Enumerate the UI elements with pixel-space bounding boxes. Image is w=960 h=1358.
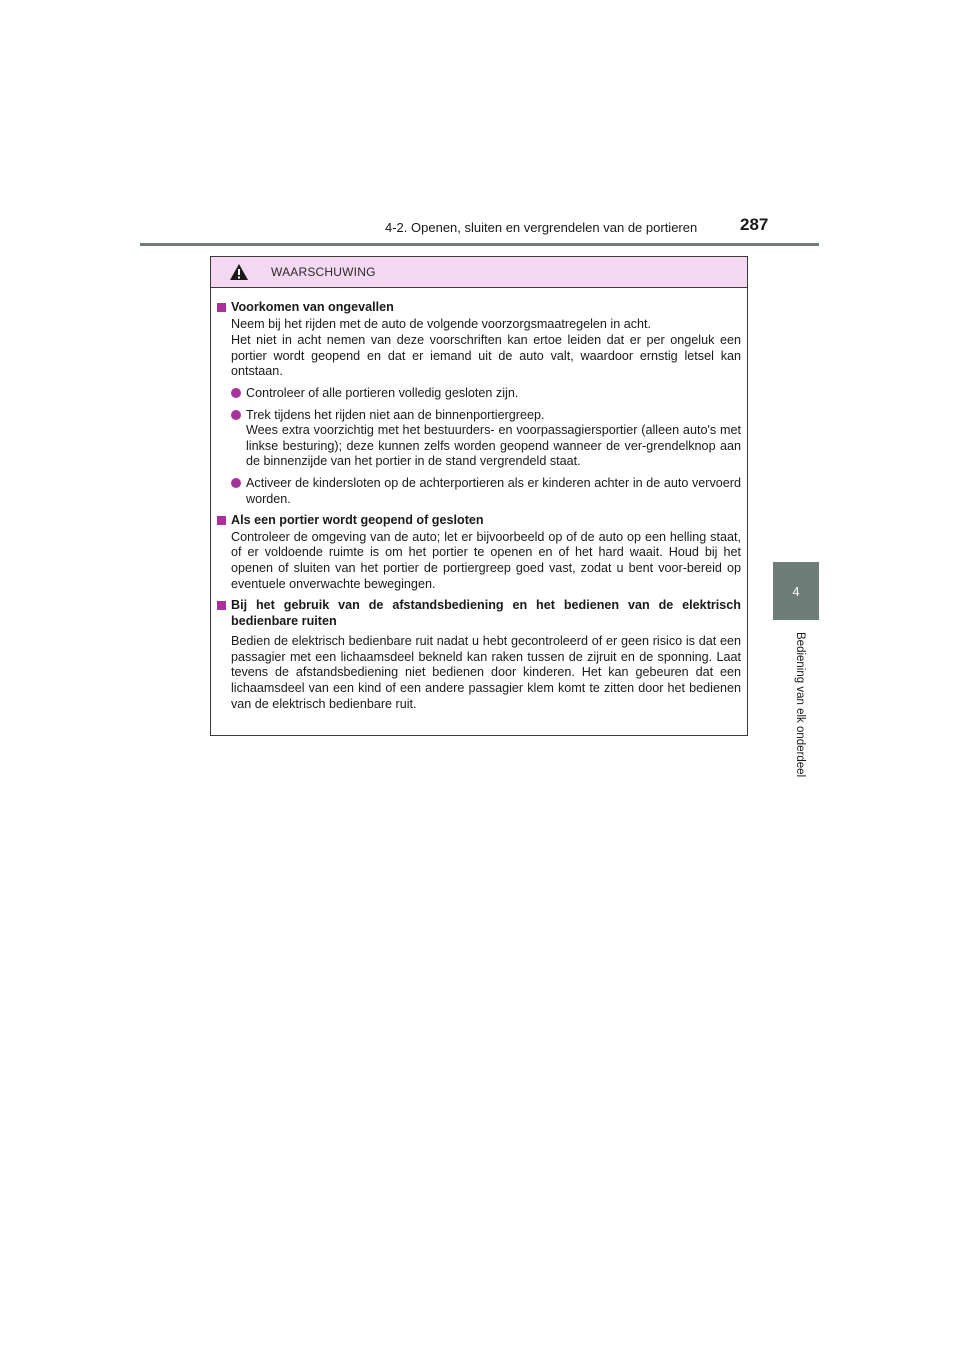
round-bullet-icon (231, 388, 241, 398)
paragraph: Controleer de omgeving van de auto; let er bijvoorbeeld op of de auto op een helling staat, of er voldoende ruimte is om het portier te openen en of het hard waait. Houd bij het openen of sluiten van het portier de portiergreep goed vast, zodat u bent voor-bereid op eventuele onverwachte bewegingen. (231, 529, 741, 591)
paragraph: Het niet in acht nemen van deze voorschriften kan ertoe leiden dat er per ongeluk een portier wordt geopend en dat er iemand uit de auto valt, waardoor ernstig letsel kan ontstaan. (231, 333, 741, 379)
bullet-text: Activeer de kindersloten op de achterportieren als er kinderen achter in de auto vervoerd worden. (246, 475, 741, 506)
bullet-text-continued: Wees extra voorzichtig met het bestuurders- en voorpassagiersportier (alleen auto's met linkse besturing); deze kunnen zelfs worden geopend wanneer de ver-grendelknop aan de binnenzijde van het portier in de stand vergrendeld staat. (246, 423, 741, 469)
bullet-text: Trek tijdens het rijden niet aan de binnenportiergreep. (246, 407, 545, 422)
bullet-text: Controleer of alle portieren volledig gesloten zijn. (246, 385, 519, 400)
paragraph: Neem bij het rijden met de auto de volgende voorzorgsmaatregelen in acht. (231, 316, 652, 331)
warning-triangle-icon (229, 263, 249, 281)
chapter-title: Bediening van elk onderdeel (794, 632, 806, 778)
bullet-item (231, 476, 741, 507)
bullet-item (231, 386, 741, 402)
warning-header (211, 257, 747, 288)
warning-title: WAARSCHUWING (271, 265, 376, 279)
paragraph: Bedien de elektrisch bedienbare ruit nadat u hebt gecontroleerd of er geen risico is dat een passagier met een lichaamsdeel bekneld kan raken tussen de zijruit en de sponning. Laat tevens de afstandsbediening niet bedienen door kinderen. Het kan gebeuren dat een lichaamsdeel van een kind of een andere passagier klem komt te zitten door het bedienen van de elektrisch bedienbare ruit. (231, 634, 741, 711)
warning-section (217, 513, 741, 592)
warning-section (217, 300, 741, 507)
header-divider (140, 243, 819, 246)
section-title: Bij het gebruik van de afstandsbediening en het bedienen van de elektrisch bedienbare ruiten (231, 598, 741, 628)
chapter-number: 4 (792, 583, 800, 599)
section-title: Als een portier wordt geopend of gesloten (231, 513, 484, 528)
warning-box (210, 256, 748, 736)
square-bullet-icon (217, 601, 226, 610)
bullet-item (231, 408, 741, 470)
warning-body (211, 288, 747, 712)
section-title: Voorkomen van ongevallen (231, 300, 394, 314)
warning-section (217, 598, 741, 712)
section-header: 4-2. Openen, sluiten en vergrendelen van de portieren (385, 220, 698, 235)
square-bullet-icon (217, 516, 226, 525)
round-bullet-icon (231, 410, 241, 420)
chapter-tab (773, 562, 819, 620)
page-number: 287 (740, 215, 769, 234)
round-bullet-icon (231, 478, 241, 488)
square-bullet-icon (217, 303, 226, 312)
